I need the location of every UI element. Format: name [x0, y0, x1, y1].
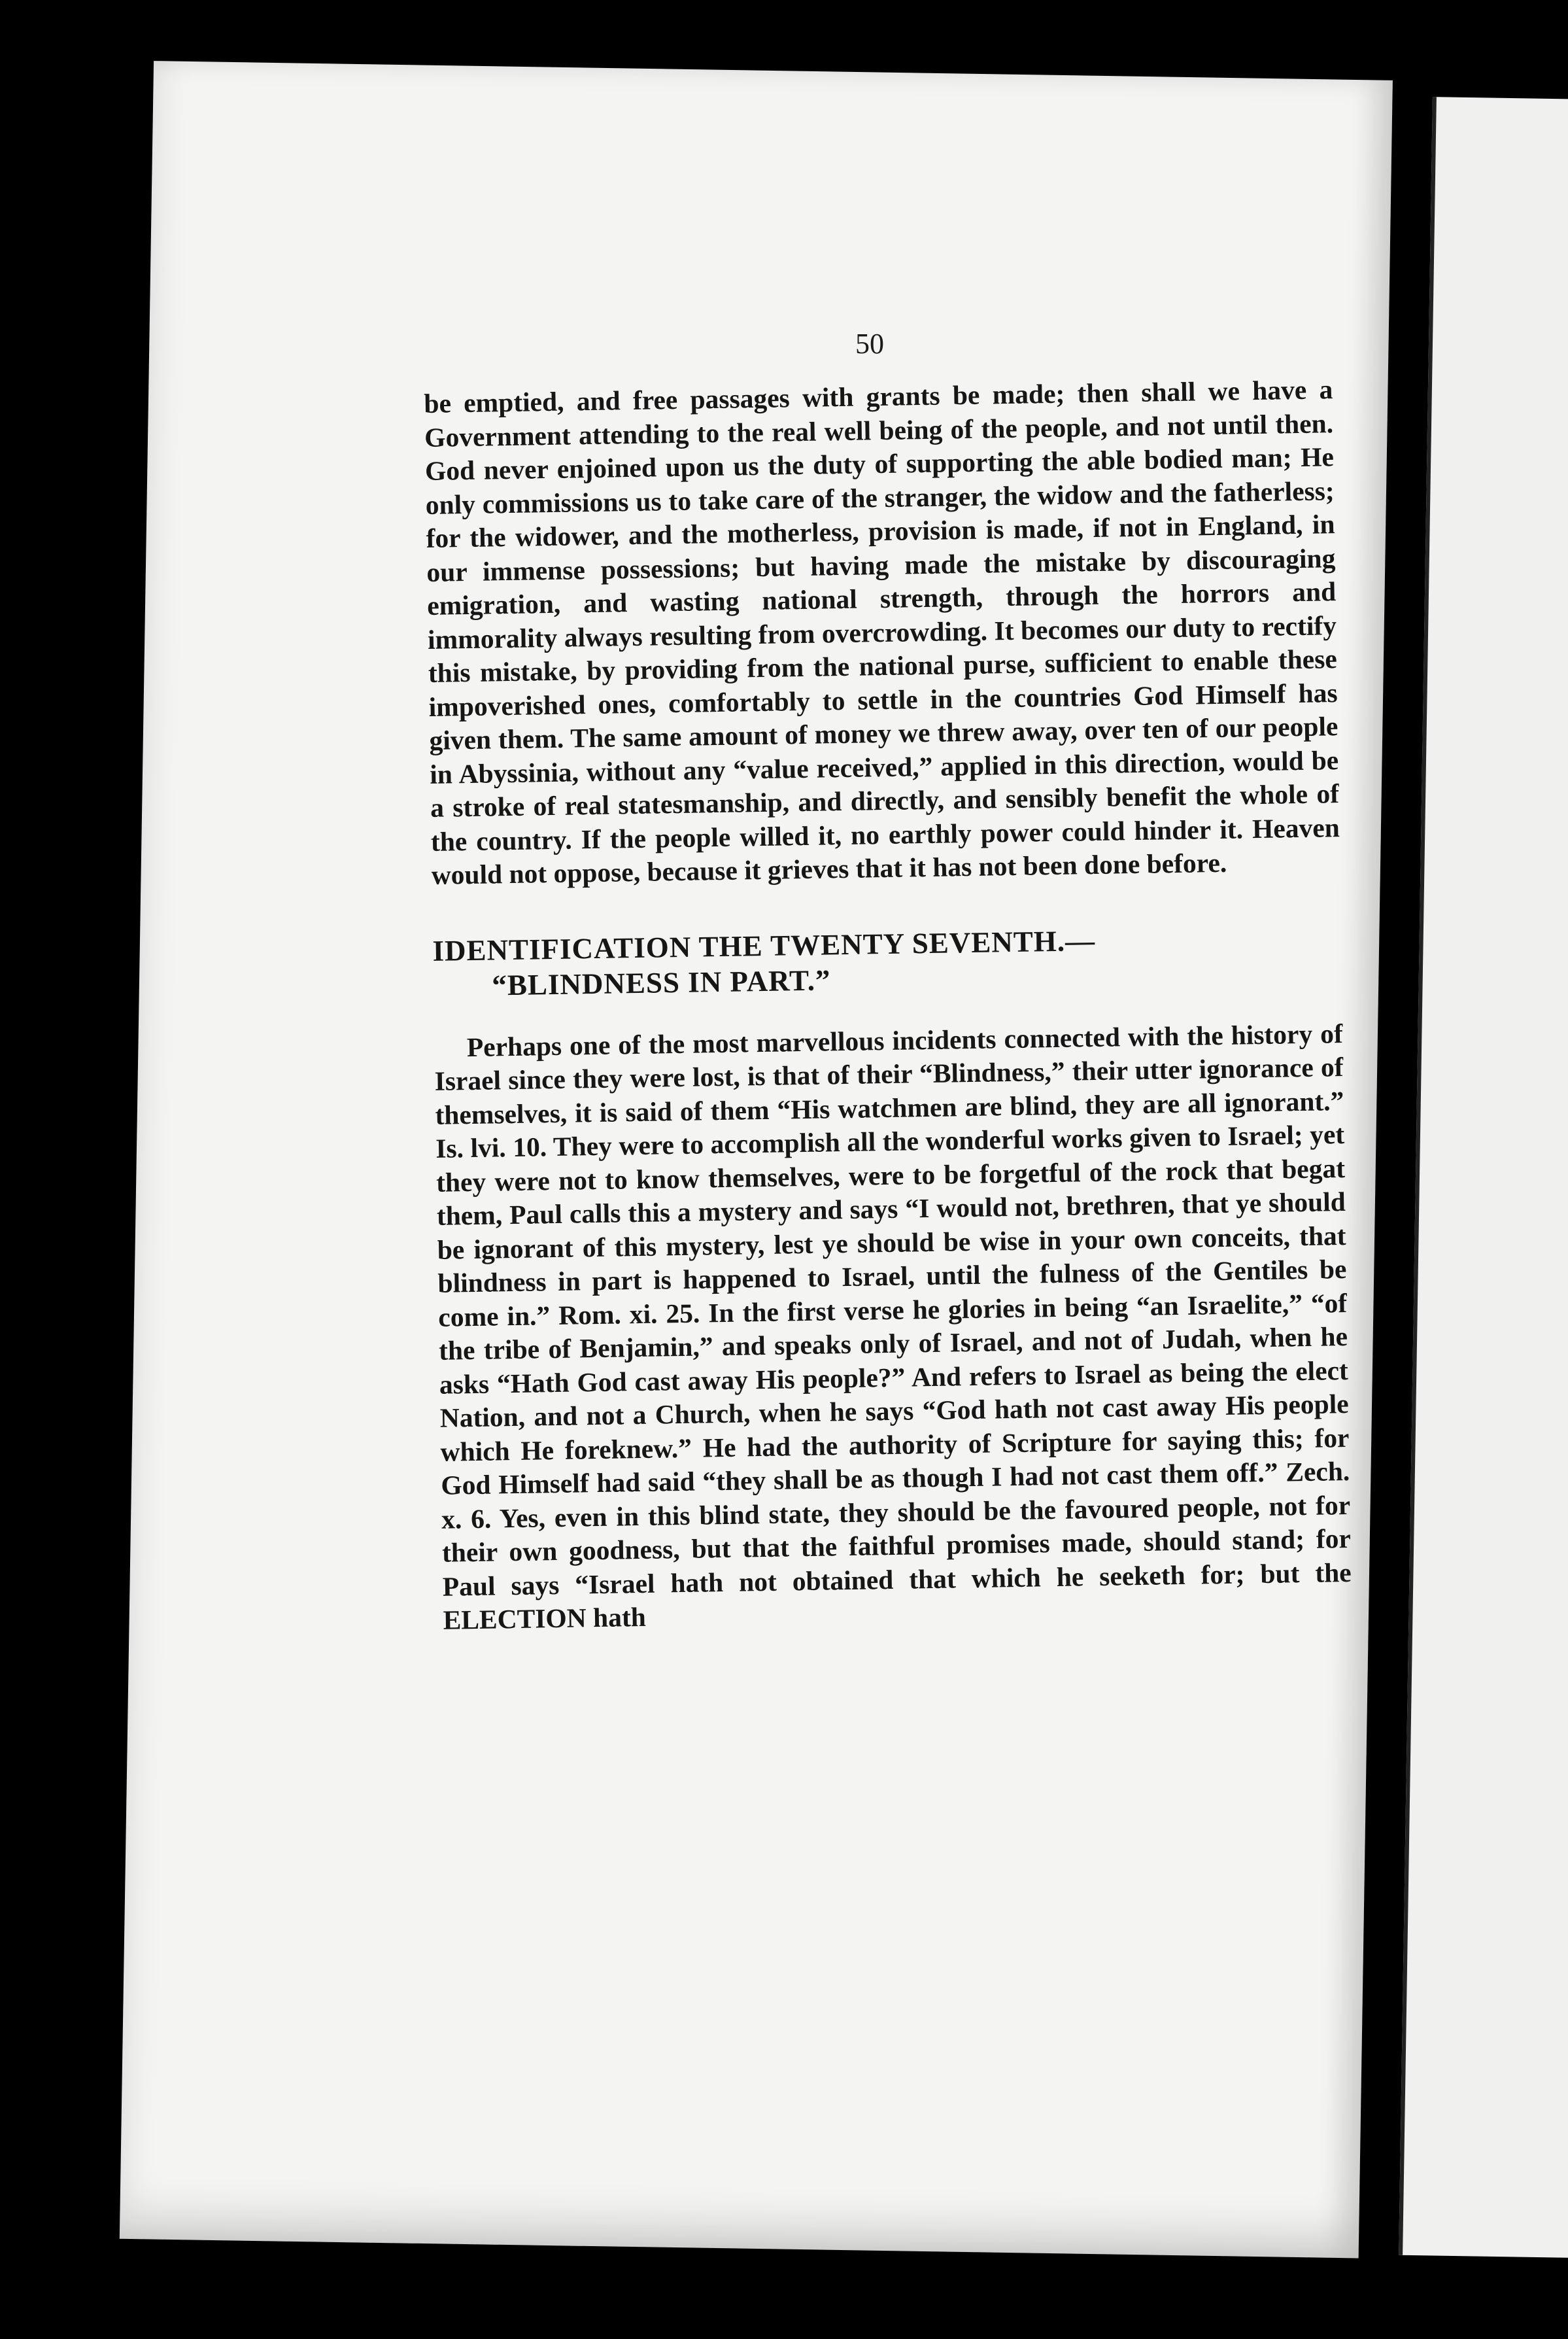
page-number: 50	[855, 328, 884, 360]
paragraph-blindness: Perhaps one of the most marvellous incidents connected with the history of Israel since they were lost, is that of their “Blindness,” their utter ignorance of themselves, it is said of them “His watchmen are blind, they are all ignorant.” Is. lvi. 10. They were to accomplish all the wonderful works given to Israel; yet they were not to know themselves, were to be forgetful of the rock that begat them, Paul calls this a mystery and says “I would not, brethren, that ye should be ignorant of this mystery, lest ye should be wise in your own conceits, that blindness in part is happened to Israel, until the fulness of the Gentiles be come in.” Rom. xi. 25. In the first verse he glories in being “an Israelite,” “of the tribe of Benjamin,” and speaks only of Israel, and not of Judah, when he asks “Hath God cast away His people?” And refers to Israel as being the elect Nation, and not a Church, when he says “God hath not cast away His people which He foreknew.” He had the authority of Scripture for saying this; for God Himself had said “they shall be as though I had not cast them off.” Zech. x. 6. Yes, even in this blind state, they should be the favoured people, not for their own goodness, but that the faithful promises made, should stand; for Paul says “Israel hath not obtained that which he seeketh for; but the ELECTION hath	[434, 1018, 1352, 1635]
section-heading: IDENTIFICATION THE TWENTY SEVENTH.—	[432, 924, 1096, 967]
facing-page-edge	[1399, 97, 1568, 2258]
page-text-block	[424, 373, 1357, 1983]
section-subheading: “BLINDNESS IN PART.”	[491, 963, 831, 1001]
paragraph-emigration: be emptied, and free passages with grants be made; then shall we have a Government attending to the real well being of the people, and not until then. God never enjoined upon us the duty of supporting the able bodied man; He only commissions us to take care of the stranger, the widow and the fatherless; for the widower, and the motherless, provision is made, if not in England, in our immense possessions; but having made the mistake by discouraging emigration, and wasting national strength, through the horrors and immorality always resulting from overcrowding. It becomes our duty to rectify this mistake, by providing from the national purse, sufficient to enable these impoverished ones, comfortably to settle in the countries God Himself has given them. The same amount of money we threw away, over ten of our people in Abyssinia, without any “value received,” applied in this direction, would be a stroke of real statesmanship, and directly, and sensibly benefit the whole of the country. If the people willed it, no earthly power could hinder it. Heaven would not oppose, because it grieves that it has not been done before.	[424, 374, 1340, 890]
